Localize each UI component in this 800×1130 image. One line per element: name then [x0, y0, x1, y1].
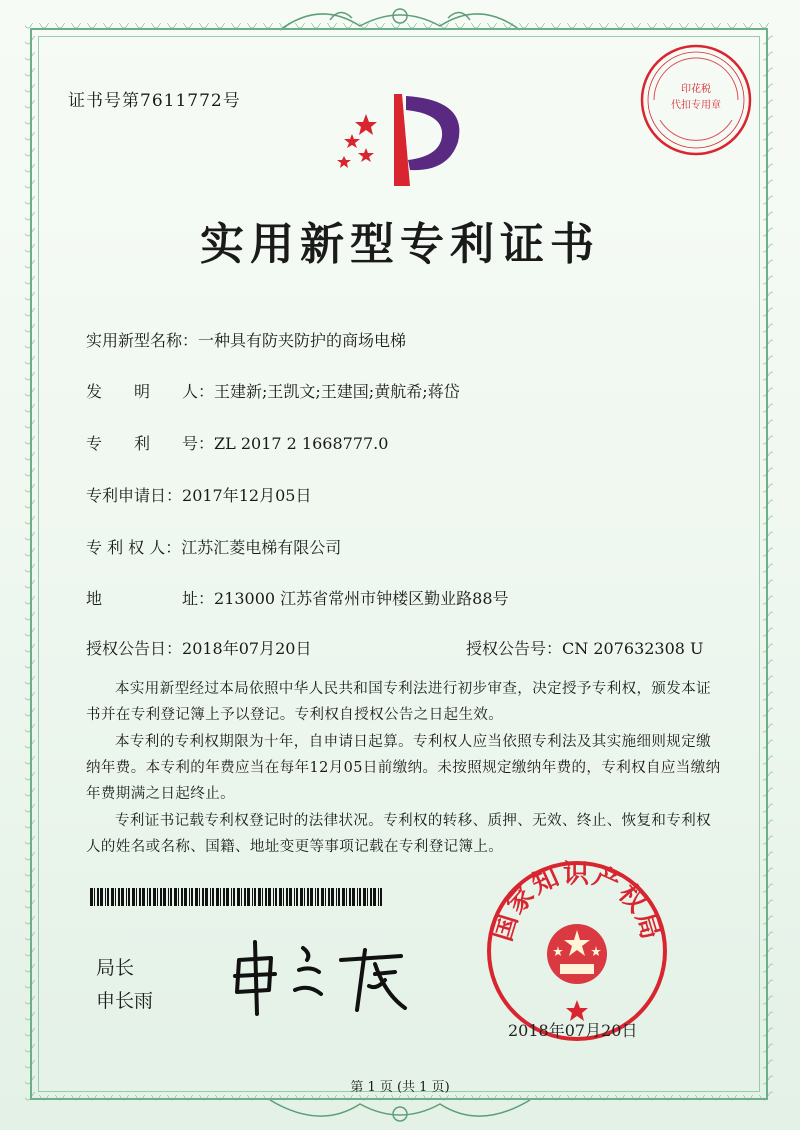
- barcode-bar: [342, 888, 345, 906]
- barcode-bar: [115, 888, 116, 906]
- barcode-bar: [265, 888, 267, 906]
- certificate-title: 实用新型专利证书: [200, 219, 600, 270]
- barcode-bar: [94, 888, 95, 906]
- barcode-bar: [202, 888, 204, 906]
- barcode: [90, 888, 386, 906]
- tax-stamp-icon: [636, 40, 756, 160]
- barcode-bar: [317, 888, 319, 906]
- barcode-bar: [241, 888, 242, 906]
- barcode-bar: [247, 888, 250, 906]
- barcode-bar: [212, 888, 214, 906]
- barcode-bar: [170, 888, 172, 906]
- svg-text:代扣专用章: 代扣专用章: [671, 100, 721, 111]
- barcode-bar: [286, 888, 288, 906]
- barcode-bar: [199, 888, 200, 906]
- barcode-bar: [373, 888, 376, 906]
- barcode-bar: [258, 888, 261, 906]
- barcode-bar: [136, 888, 137, 906]
- patent-office-logo-icon: [330, 90, 470, 190]
- grant-date-row: [86, 636, 311, 659]
- barcode-bar: [97, 888, 99, 906]
- director-signature: [225, 930, 425, 1020]
- barcode-bar: [328, 888, 330, 906]
- address-label: 地 址：: [86, 589, 215, 608]
- model-name-label: 实用新型名称：: [86, 331, 199, 350]
- certificate-body: [86, 676, 722, 861]
- barcode-bar: [226, 888, 229, 906]
- page-footer: 第 1 页 (共 1 页): [350, 1080, 450, 1095]
- barcode-bar: [121, 888, 124, 906]
- director-name: 申长雨: [96, 990, 154, 1012]
- barcode-bar: [157, 888, 158, 906]
- barcode-bar: [191, 888, 193, 906]
- barcode-bar: [378, 888, 379, 906]
- seal-date: 2018年07月20日: [508, 1021, 638, 1040]
- barcode-bar: [132, 888, 135, 906]
- barcode-bar: [184, 888, 187, 906]
- barcode-bar: [139, 888, 141, 906]
- barcode-bar: [359, 888, 361, 906]
- barcode-bar: [307, 888, 309, 906]
- barcode-bar: [100, 888, 103, 906]
- barcode-bar: [300, 888, 303, 906]
- inventor-value: 王建新;王凯文;王建国;黄航希;蒋岱: [214, 382, 460, 401]
- barcode-bar: [90, 888, 93, 906]
- grant-date-value: 2018年07月20日: [182, 639, 312, 658]
- seal-text: 国家知识产权局: [487, 859, 667, 945]
- grant-date-label: 授权公告日：: [86, 639, 183, 658]
- barcode-bar: [363, 888, 366, 906]
- barcode-bar: [195, 888, 198, 906]
- barcode-bar: [338, 888, 340, 906]
- filing-date-label: 专利申请日：: [86, 486, 183, 505]
- patent-number-row: [86, 431, 388, 454]
- grant-number-row: [466, 636, 704, 659]
- barcode-bar: [149, 888, 151, 906]
- barcode-bar: [181, 888, 183, 906]
- inventor-label: 发 明 人：: [86, 382, 215, 401]
- patentee-label: 专 利 权 人：: [86, 538, 182, 557]
- barcode-bar: [325, 888, 326, 906]
- barcode-bar: [189, 888, 190, 906]
- barcode-bar: [153, 888, 156, 906]
- model-name-value: 一种具有防夹防护的商场电梯: [198, 331, 407, 350]
- address-value: 213000 江苏省常州市钟楼区勤业路88号: [214, 589, 509, 608]
- barcode-bar: [128, 888, 130, 906]
- barcode-bar: [296, 888, 298, 906]
- barcode-bar: [163, 888, 166, 906]
- barcode-bar: [118, 888, 120, 906]
- grant-number-label: 授权公告号：: [466, 639, 563, 658]
- barcode-bar: [283, 888, 284, 906]
- barcode-bar: [210, 888, 211, 906]
- barcode-bar: [304, 888, 305, 906]
- barcode-bar: [252, 888, 253, 906]
- barcode-bar: [275, 888, 277, 906]
- barcode-bar: [315, 888, 316, 906]
- barcode-bar: [231, 888, 232, 906]
- patentee-row: [86, 535, 341, 558]
- barcode-bar: [160, 888, 162, 906]
- barcode-bar: [178, 888, 179, 906]
- patentee-value: 江苏汇菱电梯有限公司: [181, 538, 342, 557]
- barcode-bar: [349, 888, 351, 906]
- grant-number-value: CN 207632308 U: [562, 639, 704, 658]
- barcode-bar: [289, 888, 292, 906]
- barcode-bar: [262, 888, 263, 906]
- filing-date-row: [86, 483, 311, 506]
- national-emblem-seal-icon: [484, 858, 670, 1044]
- barcode-bar: [126, 888, 127, 906]
- barcode-bar: [321, 888, 324, 906]
- barcode-bar: [346, 888, 347, 906]
- body-paragraph: 本实用新型经过本局依照中华人民共和国专利法进行初步审查，决定授予专利权，颁发本证书并在专利登记簿上予以登记。专利权自授权公告之日起生效。: [86, 681, 711, 723]
- barcode-bar: [367, 888, 368, 906]
- barcode-bar: [357, 888, 358, 906]
- barcode-bar: [107, 888, 109, 906]
- barcode-bar: [174, 888, 177, 906]
- barcode-bar: [294, 888, 295, 906]
- certificate-number: 证书号第7611772号: [68, 91, 241, 111]
- barcode-bar: [220, 888, 221, 906]
- director-title: 局长: [96, 957, 135, 979]
- barcode-bar: [268, 888, 271, 906]
- barcode-bar: [142, 888, 145, 906]
- barcode-bar: [244, 888, 246, 906]
- barcode-bar: [380, 888, 382, 906]
- barcode-bar: [237, 888, 240, 906]
- barcode-bar: [370, 888, 372, 906]
- barcode-bar: [168, 888, 169, 906]
- address-row: [86, 586, 509, 609]
- model-name-row: [86, 328, 406, 351]
- barcode-bar: [310, 888, 313, 906]
- patent-number-value: ZL 2017 2 1668777.0: [214, 434, 389, 453]
- barcode-bar: [216, 888, 219, 906]
- barcode-bar: [273, 888, 274, 906]
- barcode-bar: [336, 888, 337, 906]
- barcode-bar: [147, 888, 148, 906]
- barcode-bar: [205, 888, 208, 906]
- barcode-bar: [331, 888, 334, 906]
- barcode-bar: [223, 888, 225, 906]
- filing-date-value: 2017年12月05日: [182, 486, 312, 505]
- patent-number-label: 专 利 号：: [86, 434, 215, 453]
- body-paragraph: 本专利的专利权期限为十年，自申请日起算。专利权人应当依照专利法及其实施细则规定缴纳年费。本专利的年费应当在每年12月05日前缴纳。未按照规定缴纳年费的，专利权自应当缴纳年费期满之日起终止。: [86, 734, 721, 802]
- barcode-bar: [352, 888, 355, 906]
- body-paragraph: 专利证书记载专利权登记时的法律状况。专利权的转移、质押、无效、终止、恢复和专利权人的姓名或名称、国籍、地址变更等事项记载在专利登记簿上。: [86, 813, 711, 855]
- barcode-bar: [233, 888, 235, 906]
- barcode-bar: [105, 888, 106, 906]
- barcode-bar: [111, 888, 114, 906]
- inventor-row: [86, 379, 460, 402]
- barcode-bar: [254, 888, 256, 906]
- svg-text:印花税: 印花税: [681, 84, 711, 95]
- barcode-bar: [279, 888, 282, 906]
